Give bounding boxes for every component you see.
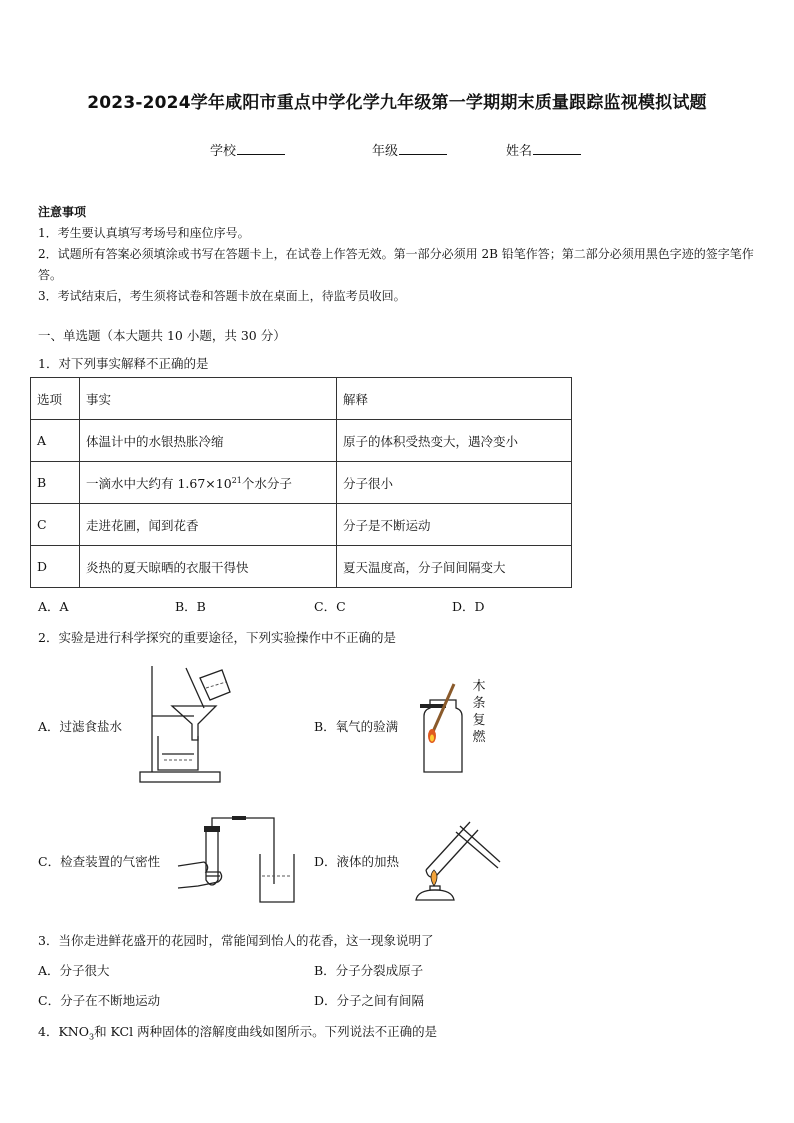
stick-label-char: 复 [472, 713, 486, 728]
row-fact: 走进花圃，闻到花香 [80, 504, 337, 546]
page-title: 2023-2024学年咸阳市重点中学化学九年级第一学期期末质量跟踪监视模拟试题 [87, 93, 707, 113]
q1-option-c[interactable]: C．C [314, 599, 346, 614]
fact-exponent: 21 [231, 475, 242, 485]
q1-option-b[interactable]: B．B [175, 599, 206, 614]
row-fact: 炎热的夏天晾晒的衣服干得快 [80, 546, 337, 588]
stick-label-char: 木 [472, 679, 486, 694]
grade-field [372, 140, 447, 159]
table-row [31, 420, 572, 462]
row-option: D [31, 546, 80, 588]
q2-option-c[interactable]: C．检查装置的气密性 [38, 854, 161, 869]
name-field [506, 140, 581, 159]
q4-stem-text: 4．KNO [38, 1024, 89, 1039]
table-row [31, 462, 572, 504]
q3-option-b[interactable]: B．分子分裂成原子 [314, 963, 424, 978]
q1-stem: 1．对下列事实解释不正确的是 [38, 356, 209, 371]
oxygen-test-illustration [414, 676, 474, 776]
grade-blank [399, 142, 447, 155]
filtration-illustration [134, 660, 234, 786]
q1-option-d[interactable]: D．D [452, 599, 485, 614]
name-label: 姓名 [506, 144, 533, 159]
row-explain: 分子很小 [337, 462, 572, 504]
header-option: 选项 [31, 378, 80, 420]
q2-option-b[interactable]: B．氧气的验满 [314, 719, 399, 734]
notes-block [38, 202, 763, 307]
q2-option-a[interactable]: A．过滤食盐水 [38, 719, 123, 734]
q1-table [30, 377, 572, 588]
fact-text-tail: 个水分子 [241, 475, 292, 491]
note-item: 3．考试结束后，考生须将试卷和答题卡放在桌面上，待监考员收回。 [38, 289, 406, 303]
q3-stem: 3．当你走进鲜花盛开的花园时，常能闻到怡人的花香，这一现象说明了 [38, 933, 434, 948]
notes-heading: 注意事项 [38, 205, 87, 219]
q2-stem: 2．实验是进行科学探究的重要途径，下列实验操作中不正确的是 [38, 630, 396, 645]
row-option: A [31, 420, 80, 462]
q4-stem-tail: 和 KCl 两种固体的溶解度曲线如图所示。下列说法不正确的是 [94, 1024, 438, 1039]
note-item: 1．考生要认真填写考场号和座位序号。 [38, 226, 250, 240]
table-row [31, 504, 572, 546]
row-fact: 体温计中的水银热胀冷缩 [80, 420, 337, 462]
grade-label: 年级 [372, 144, 399, 159]
q4-stem [38, 1022, 437, 1042]
q3-option-c[interactable]: C．分子在不断地运动 [38, 993, 161, 1008]
q3-option-a[interactable]: A．分子很大 [38, 963, 110, 978]
fact-text: 一滴水中大约有 1.67×10 [86, 475, 232, 491]
airtightness-illustration [176, 814, 300, 906]
header-explain: 解释 [337, 378, 572, 420]
table-row [31, 546, 572, 588]
row-explain: 夏天温度高，分子间间隔变大 [337, 546, 572, 588]
row-explain: 分子是不断运动 [337, 504, 572, 546]
wooden-stick-label [472, 678, 486, 746]
school-field [210, 140, 285, 159]
liquid-heating-illustration [412, 812, 502, 904]
q3-option-d[interactable]: D．分子之间有间隔 [314, 993, 425, 1008]
q4-subscript: 3 [88, 1032, 95, 1042]
school-blank [237, 142, 285, 155]
table-header-row [31, 378, 572, 420]
row-explain: 原子的体积受热变大，遇冷变小 [337, 420, 572, 462]
row-option: C [31, 504, 80, 546]
stick-label-char: 燃 [472, 730, 486, 745]
row-option: B [31, 462, 80, 504]
name-blank [533, 142, 581, 155]
header-fact: 事实 [80, 378, 337, 420]
school-label: 学校 [210, 144, 237, 159]
row-fact [80, 462, 337, 504]
q2-option-d[interactable]: D．液体的加热 [314, 854, 400, 869]
note-item: 2．试题所有答案必须填涂或书写在答题卡上，在试卷上作答无效。第一部分必须用 2B 铅笔作答；第二部分必须用黑色字迹的签字笔作答。 [38, 247, 754, 282]
section-heading: 一、单选题（本大题共 10 小题，共 30 分） [38, 328, 286, 343]
stick-label-char: 条 [472, 696, 486, 711]
q1-option-a[interactable]: A．A [38, 599, 69, 614]
